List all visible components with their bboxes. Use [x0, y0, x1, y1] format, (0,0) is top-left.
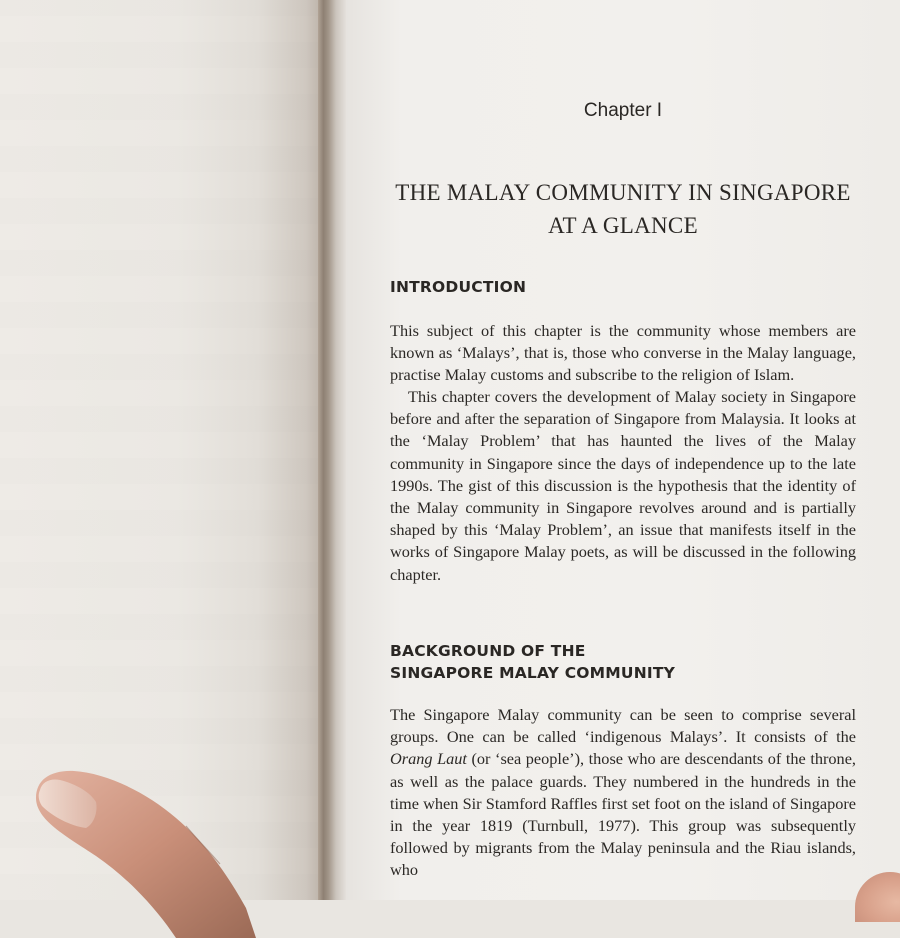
section-heading-background [390, 640, 675, 684]
intro-paragraph-1 [390, 320, 856, 387]
background-paragraph-1 [390, 704, 856, 882]
chapter-title [346, 176, 900, 242]
section-heading-introduction: INTRODUCTION [390, 278, 527, 296]
intro-paragraph-2 [390, 386, 856, 586]
section-heading-background-line-2: SINGAPORE MALAY COMMUNITY [390, 664, 676, 682]
intro-paragraph-1-text: This subject of this chapter is the community whose members are known as ‘Malays’, that is, those who converse in the Malay language, practise Malay customs and subscribe to the religion of Islam. [390, 321, 856, 385]
orang-laut-italic: Orang Laut [390, 749, 467, 769]
section-heading-background-line-1: BACKGROUND OF THE [390, 642, 586, 660]
chapter-label: Chapter I [583, 100, 663, 121]
chapter-title-line-1: THE MALAY COMMUNITY IN SINGAPORE [395, 180, 851, 205]
background-paragraph-text-1: The Singapore Malay community can be seen to comprise several groups. One can be called ‘indigenous Malays’. It consists of the [390, 705, 856, 747]
intro-paragraph-2-text: This chapter covers the development of Malay society in Singapore before and after the separation of Singapore from Malaysia. It looks at the ‘Malay Problem’ that has haunted the lives of the Malay community in Singapore since the days of independence up to the late 1990s. The gist of this discussion is the hypothesis that the identity of the Malay community in Singapore revolves around and is partially shaped by this ‘Malay Problem’, an issue that manifests itself in the works of Singapore Malay poets, as will be discussed in the following chapter. [390, 387, 856, 584]
book-gutter [318, 0, 348, 900]
chapter-title-line-2: AT A GLANCE [548, 213, 698, 238]
background-paragraph-text-2: (or ‘sea people’), those who are descendants of the throne, as well as the palace guards. They numbered in the hundreds in the time when Sir Stamford Raffles first set foot on the island of Singapore in the year 1819 (Turnbull, 1977). This group was subsequently followed by migrants from the Malay peninsula and the Riau islands, who [390, 749, 856, 880]
left-page-blank [0, 0, 322, 900]
thumb-left [36, 768, 256, 938]
